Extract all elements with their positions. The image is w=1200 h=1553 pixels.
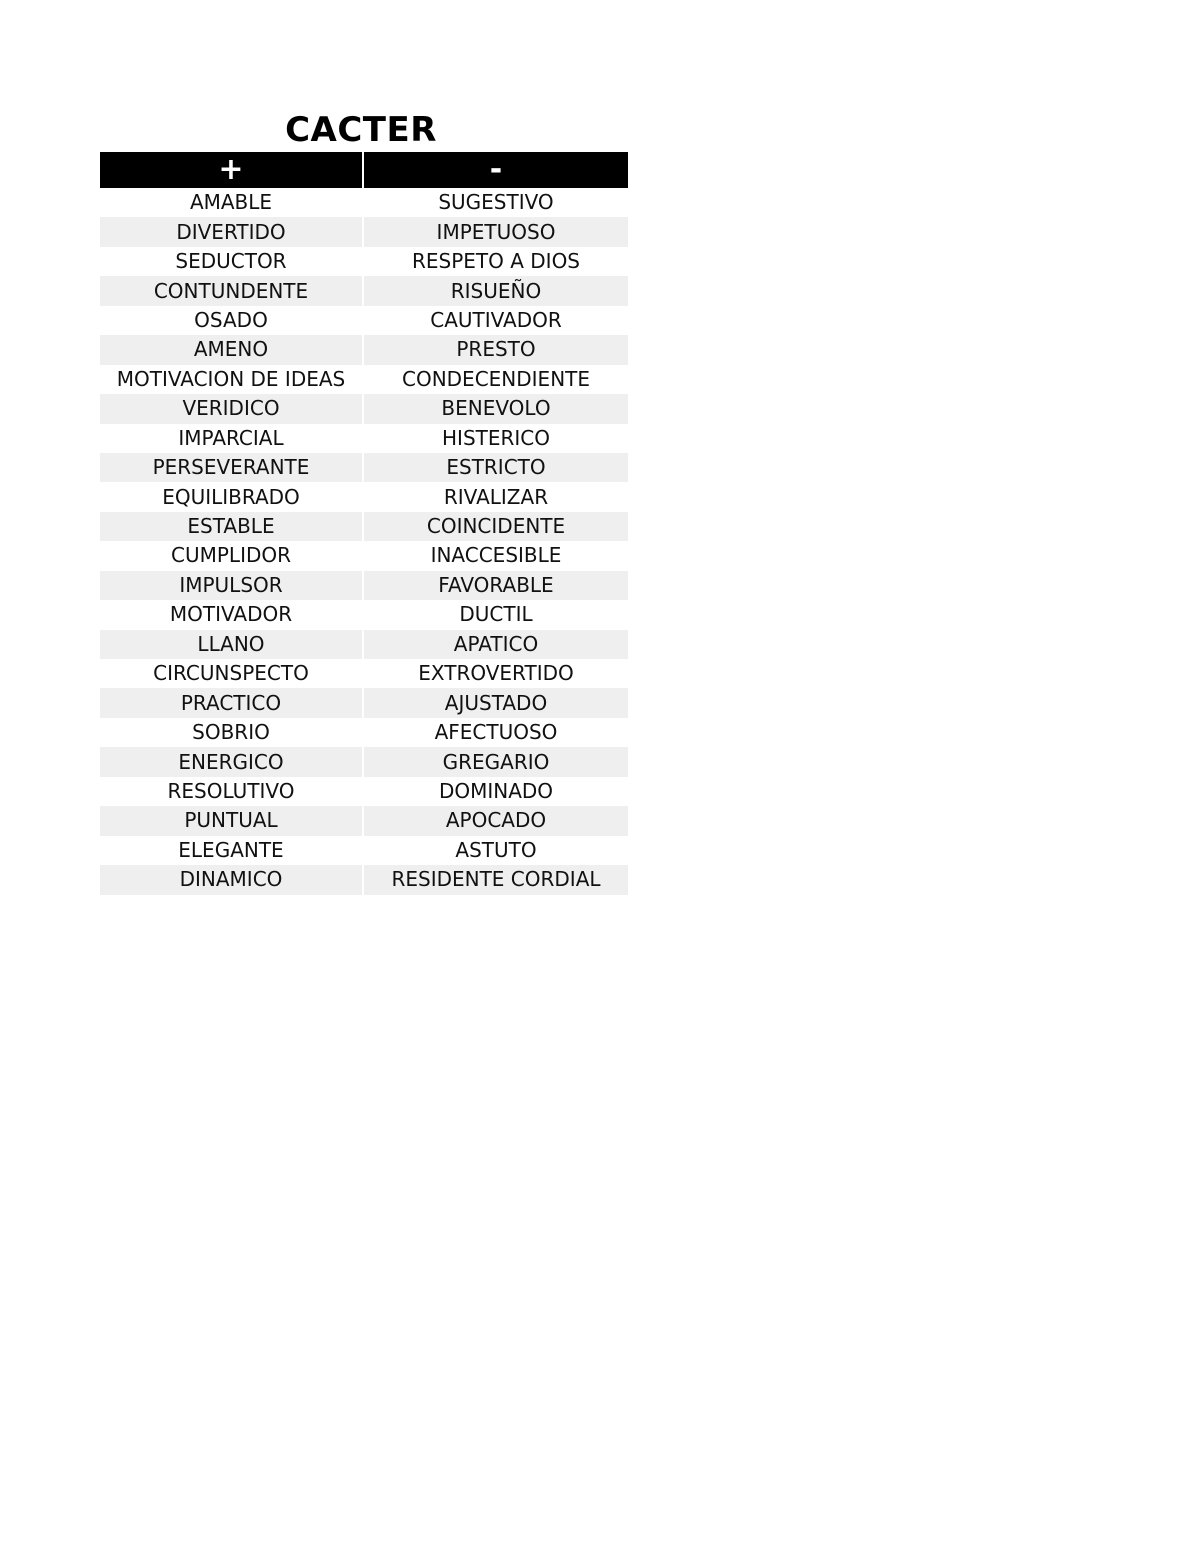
negative-trait-cell: RIVALIZAR xyxy=(364,482,628,511)
positive-trait-cell: PUNTUAL xyxy=(100,806,362,835)
table-row xyxy=(100,335,628,364)
positive-trait-cell: SEDUCTOR xyxy=(100,247,362,276)
table-row xyxy=(100,600,628,629)
negative-trait-cell: APATICO xyxy=(364,630,628,659)
positive-trait-cell: SOBRIO xyxy=(100,718,362,747)
header-negative: - xyxy=(364,152,628,188)
page-title: CACTER xyxy=(285,110,437,150)
positive-trait-cell: CIRCUNSPECTO xyxy=(100,659,362,688)
traits-table xyxy=(98,152,630,895)
negative-trait-cell: APOCADO xyxy=(364,806,628,835)
negative-trait-cell: HISTERICO xyxy=(364,424,628,453)
table-row xyxy=(100,688,628,717)
positive-trait-cell: CUMPLIDOR xyxy=(100,541,362,570)
positive-trait-cell: IMPULSOR xyxy=(100,571,362,600)
negative-trait-cell: BENEVOLO xyxy=(364,394,628,423)
table-row xyxy=(100,541,628,570)
positive-trait-cell: MOTIVADOR xyxy=(100,600,362,629)
positive-trait-cell: AMENO xyxy=(100,335,362,364)
positive-trait-cell: IMPARCIAL xyxy=(100,424,362,453)
positive-trait-cell: VERIDICO xyxy=(100,394,362,423)
table-row xyxy=(100,659,628,688)
positive-trait-cell: RESOLUTIVO xyxy=(100,777,362,806)
table-row xyxy=(100,806,628,835)
table-row xyxy=(100,247,628,276)
positive-trait-cell: LLANO xyxy=(100,630,362,659)
negative-trait-cell: GREGARIO xyxy=(364,747,628,776)
negative-trait-cell: CONDECENDIENTE xyxy=(364,365,628,394)
negative-trait-cell: AJUSTADO xyxy=(364,688,628,717)
table-row xyxy=(100,424,628,453)
table-row xyxy=(100,512,628,541)
negative-trait-cell: IMPETUOSO xyxy=(364,217,628,246)
table-row xyxy=(100,747,628,776)
negative-trait-cell: CAUTIVADOR xyxy=(364,306,628,335)
negative-trait-cell: RISUEÑO xyxy=(364,276,628,305)
table-row xyxy=(100,777,628,806)
table-row xyxy=(100,571,628,600)
negative-trait-cell: FAVORABLE xyxy=(364,571,628,600)
negative-trait-cell: DUCTIL xyxy=(364,600,628,629)
positive-trait-cell: MOTIVACION DE IDEAS xyxy=(100,365,362,394)
table-header xyxy=(100,152,628,188)
negative-trait-cell: RESPETO A DIOS xyxy=(364,247,628,276)
trait-sheet xyxy=(98,108,628,895)
negative-trait-cell: SUGESTIVO xyxy=(364,188,628,217)
negative-trait-cell: DOMINADO xyxy=(364,777,628,806)
positive-trait-cell: ESTABLE xyxy=(100,512,362,541)
table-row xyxy=(100,306,628,335)
positive-trait-cell: EQUILIBRADO xyxy=(100,482,362,511)
table-row xyxy=(100,394,628,423)
positive-trait-cell: PRACTICO xyxy=(100,688,362,717)
table-row xyxy=(100,453,628,482)
table-row xyxy=(100,865,628,894)
positive-trait-cell: DINAMICO xyxy=(100,865,362,894)
negative-trait-cell: COINCIDENTE xyxy=(364,512,628,541)
negative-trait-cell: RESIDENTE CORDIAL xyxy=(364,865,628,894)
negative-trait-cell: PRESTO xyxy=(364,335,628,364)
header-row xyxy=(100,152,628,188)
table-row xyxy=(100,630,628,659)
header-positive: + xyxy=(100,152,362,188)
table-row xyxy=(100,482,628,511)
negative-trait-cell: INACCESIBLE xyxy=(364,541,628,570)
table-row xyxy=(100,365,628,394)
positive-trait-cell: PERSEVERANTE xyxy=(100,453,362,482)
negative-trait-cell: ASTUTO xyxy=(364,836,628,865)
positive-trait-cell: ENERGICO xyxy=(100,747,362,776)
table-row xyxy=(100,718,628,747)
table-row xyxy=(100,276,628,305)
table-body xyxy=(100,188,628,895)
positive-trait-cell: OSADO xyxy=(100,306,362,335)
negative-trait-cell: EXTROVERTIDO xyxy=(364,659,628,688)
table-row xyxy=(100,217,628,246)
negative-trait-cell: AFECTUOSO xyxy=(364,718,628,747)
table-row xyxy=(100,188,628,217)
table-row xyxy=(100,836,628,865)
negative-trait-cell: ESTRICTO xyxy=(364,453,628,482)
positive-trait-cell: DIVERTIDO xyxy=(100,217,362,246)
positive-trait-cell: CONTUNDENTE xyxy=(100,276,362,305)
positive-trait-cell: AMABLE xyxy=(100,188,362,217)
positive-trait-cell: ELEGANTE xyxy=(100,836,362,865)
